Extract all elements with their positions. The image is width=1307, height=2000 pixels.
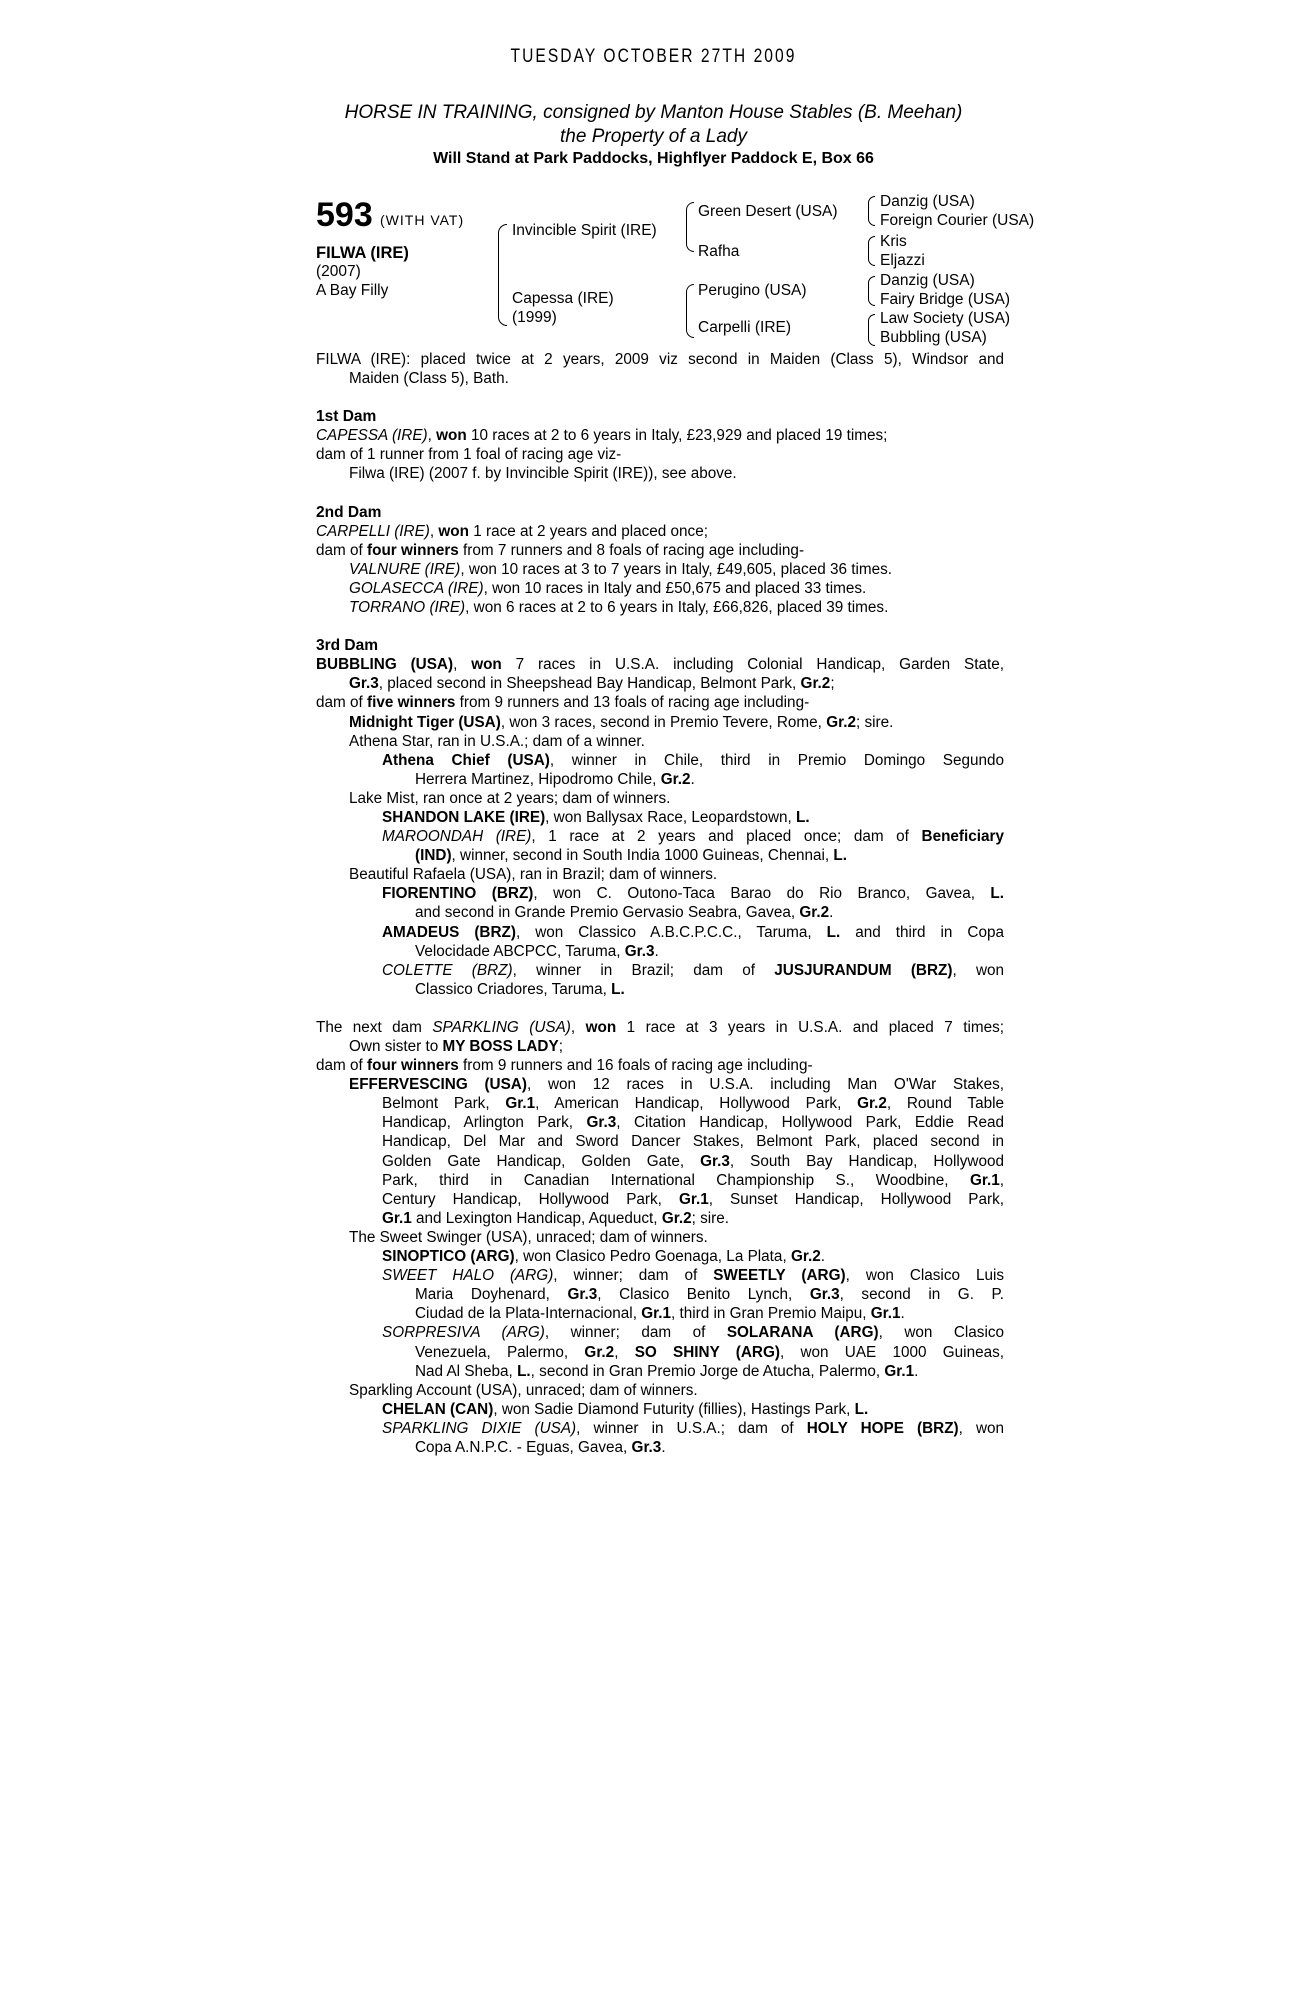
pedigree-gen3-4: Eljazzi (880, 252, 925, 269)
third-dam-foal-athena-star: Athena Star, ran in U.S.A.; dam of a winner. (349, 732, 645, 750)
third-dam-produce: dam of five winners from 9 runners and 13 foals of racing age including- (316, 694, 810, 712)
effervescing-line-3: Handicap, Arlington Park, Gr.3, Citation Handicap, Hollywood Park, Eddie Read (382, 1114, 1004, 1132)
sweet-halo-line-1: SWEET HALO (ARG), winner; dam of SWEETLY (ARG), won Clasico Luis (382, 1267, 1005, 1285)
horse-name: FILWA (IRE) (316, 244, 409, 262)
foaling-year: (2007) (316, 263, 361, 280)
pedigree-gen3-1: Danzig (USA) (880, 193, 975, 210)
pedigree-gen3-5: Danzig (USA) (880, 272, 975, 289)
pedigree-brace-1 (868, 196, 875, 226)
catalogue-body (316, 350, 1004, 1457)
first-dam-line: CAPESSA (IRE), won 10 races at 2 to 6 years in Italy, £23,929 and placed 19 times; (316, 427, 888, 445)
maroondah-line-2: (IND), winner, second in South India 1000 Guineas, Chennai, L. (415, 847, 847, 865)
first-dam-heading: 1st Dam (316, 408, 377, 426)
amadeus-line-1: AMADEUS (BRZ), won Classico A.B.C.P.C.C., Taruma, L. and third in Copa (382, 923, 1004, 941)
sorpresiva-line-1: SORPRESIVA (ARG), winner; dam of SOLARANA (ARG), won Clasico (382, 1324, 1005, 1342)
effervescing-line-6: Park, third in Canadian International Championship S., Woodbine, Gr.1, (382, 1171, 1004, 1189)
sale-date: TUESDAY OCTOBER 27TH 2009 (510, 46, 797, 67)
summary-line-2: Maiden (Class 5), Bath. (349, 370, 509, 388)
stabling-line: Will Stand at Park Paddocks, Highflyer Paddock E, Box 66 (433, 150, 874, 167)
fiorentino-line-2: and second in Grande Premio Gervasio Seabra, Gavea, Gr.2. (415, 904, 834, 922)
pedigree-sire-dam: Rafha (698, 243, 740, 260)
fiorentino-line-1: FIORENTINO (BRZ), won C. Outono-Taca Barao do Rio Branco, Gavea, L. (382, 885, 1004, 903)
pedigree-brace-dam (686, 284, 694, 338)
pedigree-dam-sire: Perugino (USA) (698, 282, 807, 299)
horse-description: A Bay Filly (316, 282, 389, 299)
third-dam-foal-lake-mist: Lake Mist, ran once at 2 years; dam of winners. (349, 789, 671, 807)
pedigree-dam-year: (1999) (512, 309, 557, 326)
pedigree-brace-2 (868, 236, 875, 266)
athena-chief-line-2: Herrera Martinez, Hipodromo Chile, Gr.2. (415, 770, 695, 788)
sweet-halo-line-2: Maria Doyhenard, Gr.3, Clasico Benito Lynch, Gr.3, second in G. P. (415, 1286, 1004, 1304)
pedigree-gen3-2: Foreign Courier (USA) (880, 212, 1035, 229)
next-dam-sister: Own sister to MY BOSS LADY; (349, 1038, 563, 1055)
third-dam-line-2: Gr.3, placed second in Sheepshead Bay Handicap, Belmont Park, Gr.2; (349, 675, 835, 693)
pedigree-gen3-7: Law Society (USA) (880, 310, 1011, 327)
pedigree-brace-gen1 (498, 224, 507, 326)
vat-note: (WITH VAT) (380, 212, 465, 228)
sparkling-dixie-line-2: Copa A.N.P.C. - Eguas, Gavea, Gr.3. (415, 1438, 666, 1456)
sparkling-dixie-line-1: SPARKLING DIXIE (USA), winner in U.S.A.; dam of HOLY HOPE (BRZ), won (382, 1419, 1005, 1437)
sweet-swinger-line: The Sweet Swinger (USA), unraced; dam of winners. (349, 1228, 708, 1246)
effervescing-line-1: EFFERVESCING (USA), won 12 races in U.S.A. including Man O'War Stakes, (349, 1076, 1004, 1094)
second-dam-heading: 2nd Dam (316, 503, 382, 521)
next-dam-produce: dam of four winners from 9 runners and 16 foals of racing age including- (316, 1057, 813, 1075)
property-line: the Property of a Lady (560, 126, 747, 147)
shandon-lake-line: SHANDON LAKE (IRE), won Ballysax Race, Leopardstown, L. (382, 808, 810, 826)
next-dam-line: The next dam SPARKLING (USA), won 1 race at 3 years in U.S.A. and placed 7 times; (316, 1018, 1004, 1036)
pedigree-brace-3 (868, 276, 875, 306)
second-dam-line: CARPELLI (IRE), won 1 race at 2 years and placed once; (316, 522, 708, 540)
pedigree-gen3-6: Fairy Bridge (USA) (880, 291, 1011, 308)
first-dam-foal: Filwa (IRE) (2007 f. by Invincible Spirit (IRE)), see above. (349, 465, 737, 483)
second-dam-foal-2: GOLASECCA (IRE), won 10 races in Italy and £50,675 and placed 33 times. (349, 579, 867, 597)
second-dam-foal-1: VALNURE (IRE), won 10 races at 3 to 7 years in Italy, £49,605, placed 36 times. (349, 560, 893, 578)
colette-line-1: COLETTE (BRZ), winner in Brazil; dam of JUSJURANDUM (BRZ), won (382, 961, 1005, 979)
third-dam-heading: 3rd Dam (316, 637, 379, 655)
consignor-line: HORSE IN TRAINING, consigned by Manton House Stables (B. Meehan) (344, 102, 963, 123)
sweet-halo-line-3: Ciudad de la Plata-Internacional, Gr.1, third in Gran Premio Maipu, Gr.1. (415, 1305, 905, 1323)
sparkling-account-line: Sparkling Account (USA), unraced; dam of winners. (349, 1381, 698, 1399)
pedigree-gen3-8: Bubbling (USA) (880, 329, 987, 346)
lot-number: 593 (316, 196, 373, 234)
sorpresiva-line-3: Nad Al Sheba, L., second in Gran Premio Jorge de Atucha, Palermo, Gr.1. (415, 1362, 919, 1380)
effervescing-line-2: Belmont Park, Gr.1, American Handicap, Hollywood Park, Gr.2, Round Table (382, 1095, 1004, 1113)
athena-chief-line-1: Athena Chief (USA), winner in Chile, third in Premio Domingo Segundo (382, 751, 1004, 769)
pedigree-brace-4 (868, 314, 875, 346)
pedigree-sire: Invincible Spirit (IRE) (512, 222, 657, 239)
pedigree-dam-dam: Carpelli (IRE) (698, 319, 792, 336)
maroondah-line-1: MAROONDAH (IRE), 1 race at 2 years and placed once; dam of Beneficiary (382, 828, 1004, 846)
third-dam-foal-midnight-tiger: Midnight Tiger (USA), won 3 races, second in Premio Tevere, Rome, Gr.2; sire. (349, 713, 894, 731)
effervescing-line-5: Golden Gate Handicap, Golden Gate, Gr.3, South Bay Handicap, Hollywood (382, 1152, 1004, 1170)
third-dam-line-1: BUBBLING (USA), won 7 races in U.S.A. including Colonial Handicap, Garden State, (316, 656, 1005, 674)
sorpresiva-line-2: Venezuela, Palermo, Gr.2, SO SHINY (ARG), won UAE 1000 Guineas, (415, 1343, 1004, 1361)
effervescing-line-4: Handicap, Del Mar and Sword Dancer Stakes, Belmont Park, placed second in (382, 1133, 1004, 1151)
second-dam-produce: dam of four winners from 7 runners and 8 foals of racing age including- (316, 541, 805, 559)
pedigree-sire-sire: Green Desert (USA) (698, 203, 838, 220)
chelan-line: CHELAN (CAN), won Sadie Diamond Futurity (fillies), Hastings Park, L. (382, 1400, 869, 1418)
first-dam-produce: dam of 1 runner from 1 foal of racing age viz- (316, 446, 622, 464)
pedigree-gen3-3: Kris (880, 233, 907, 250)
effervescing-line-7: Century Handicap, Hollywood Park, Gr.1, Sunset Handicap, Hollywood Park, (382, 1190, 1005, 1208)
amadeus-line-2: Velocidade ABCPCC, Taruma, Gr.3. (415, 942, 659, 960)
sinoptico-line: SINOPTICO (ARG), won Clasico Pedro Goenaga, La Plata, Gr.2. (382, 1248, 825, 1266)
pedigree-brace-sire (686, 202, 694, 252)
effervescing-line-8: Gr.1 and Lexington Handicap, Aqueduct, Gr.2; sire. (382, 1209, 729, 1227)
third-dam-foal-beautiful-rafaela: Beautiful Rafaela (USA), ran in Brazil; dam of winners. (349, 866, 718, 884)
second-dam-foal-3: TORRANO (IRE), won 6 races at 2 to 6 years in Italy, £66,826, placed 39 times. (349, 599, 889, 617)
pedigree-dam: Capessa (IRE) (512, 290, 614, 307)
colette-line-2: Classico Criadores, Taruma, L. (415, 980, 625, 998)
summary-line-1: FILWA (IRE): placed twice at 2 years, 2009 viz second in Maiden (Class 5), Windsor and (316, 351, 1004, 368)
